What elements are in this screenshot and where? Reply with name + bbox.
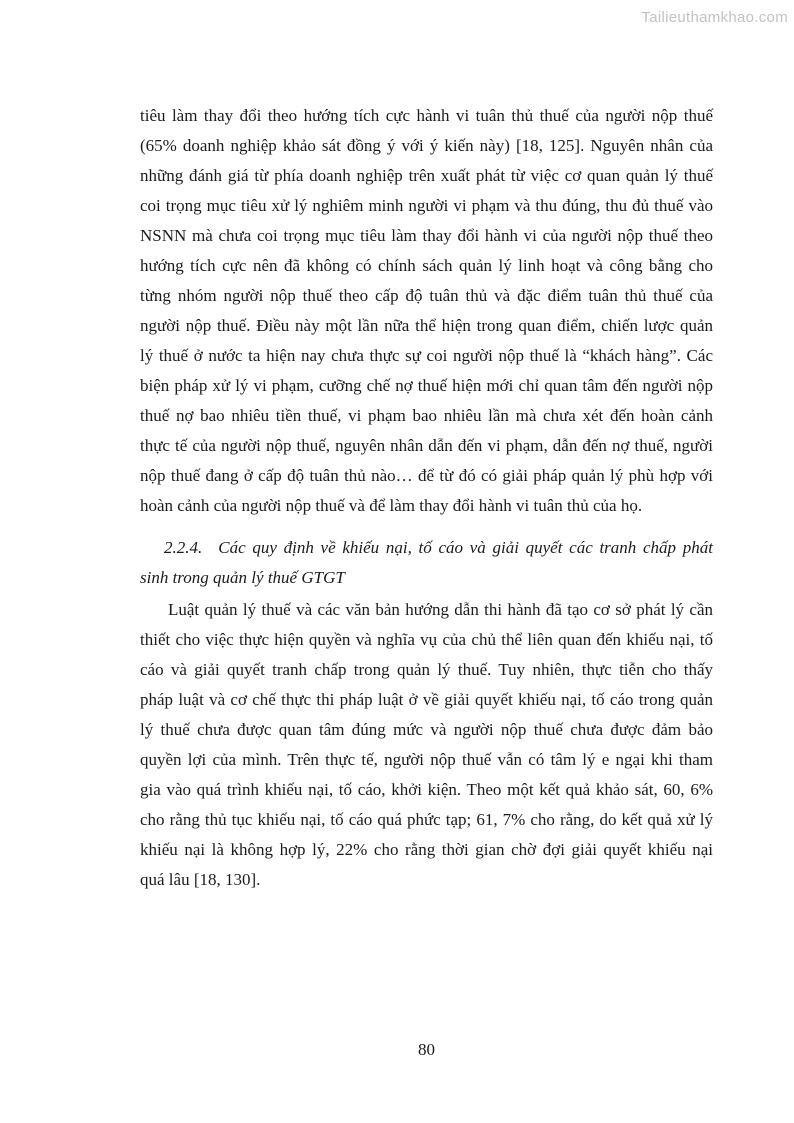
text-line: gia vào quá trình khiếu nại, tố cáo, khởi kiện. Theo một kết quả khảo sát, 60, 6% [140, 780, 713, 799]
watermark: Tailieuthamkhao.com [641, 9, 788, 26]
text-line: (65% doanh nghiệp khảo sát đồng ý với ý kiến này) [18, 125]. Nguyên nhân của [140, 136, 713, 155]
text-line: cho rằng thủ tục khiếu nại, tố cáo quá phức tạp; 61, 7% cho rằng, do kết quả xử lý [140, 810, 713, 829]
heading-number: 2.2.4. [164, 538, 203, 557]
text-line: khiếu nại là không hợp lý, 22% cho rằng thời gian chờ đợi giải quyết khiếu nại [140, 840, 713, 859]
text-line: thiết cho việc thực hiện quyền và nghĩa vụ của chủ thể liên quan đến khiếu nại, tố [140, 630, 713, 649]
heading-line [140, 533, 713, 563]
text-line: pháp luật và cơ chế thực thi pháp luật ở về giải quyết khiếu nại, tố cáo trong quản [140, 690, 713, 709]
page-content [140, 101, 713, 895]
paragraph-2 [140, 595, 713, 895]
text-line: quyền lợi của mình. Trên thực tế, người nộp thuế vẫn có tâm lý e ngại khi tham [140, 750, 713, 769]
text-line: NSNN mà chưa coi trọng mục tiêu làm thay đổi hành vi của người nộp thuế theo [140, 226, 713, 245]
text-line: lý thuế ở nước ta hiện nay chưa thực sự coi người nộp thuế là “khách hàng”. Các [140, 346, 713, 365]
text-line: từng nhóm người nộp thuế theo cấp độ tuân thủ và đặc điểm tuân thủ thuế của [140, 286, 713, 305]
text-line: những đánh giá từ phía doanh nghiệp trên xuất phát từ việc cơ quan quản lý thuế [140, 166, 713, 185]
text-line: quá lâu [18, 130]. [140, 870, 261, 889]
text-line: hướng tích cực nên đã không có chính sách quản lý linh hoạt và công bằng cho [140, 256, 713, 275]
text-line: hoàn cảnh của người nộp thuế và để làm thay đổi hành vi tuân thủ của họ. [140, 496, 643, 515]
text-line: coi trọng mục tiêu xử lý nghiêm minh người vi phạm và thu đúng, thu đủ thuế vào [140, 196, 713, 215]
text-line: người nộp thuế. Điều này một lần nữa thể hiện trong quan điểm, chiến lược quản [140, 316, 713, 335]
text-line: biện pháp xử lý vi phạm, cưỡng chế nợ thuế hiện mới chỉ quan tâm đến người nộp [140, 376, 713, 395]
paragraph-1 [140, 101, 713, 521]
text-line: nộp thuế đang ở cấp độ tuân thủ nào… để từ đó có giải pháp quản lý phù hợp với [140, 466, 713, 485]
text-line: thuế nợ bao nhiêu tiền thuế, vi phạm bao nhiêu lần mà chưa xét đến hoàn cảnh [140, 406, 713, 425]
text-line: tiêu làm thay đổi theo hướng tích cực hành vi tuân thủ thuế của người nộp thuế [140, 106, 713, 125]
heading-line: sinh trong quản lý thuế GTGT [140, 568, 345, 587]
section-heading-2-2-4 [140, 533, 713, 593]
text-line: cáo và giải quyết tranh chấp trong quản lý thuế. Tuy nhiên, thực tiễn cho thấy [140, 660, 713, 679]
heading-text: Các quy định về khiếu nại, tố cáo và giải quyết các tranh chấp phát [218, 538, 713, 557]
text-line: lý thuế chưa được quan tâm đúng mức và người nộp thuế chưa được đảm bảo [140, 720, 713, 739]
text-line: thực tế của người nộp thuế, nguyên nhân dẫn đến vi phạm, dẫn đến nợ thuế, người [140, 436, 713, 455]
text-line: Luật quản lý thuế và các văn bản hướng dẫn thi hành đã tạo cơ sở phát lý cần [168, 600, 713, 619]
page-number: 80 [418, 1040, 435, 1059]
